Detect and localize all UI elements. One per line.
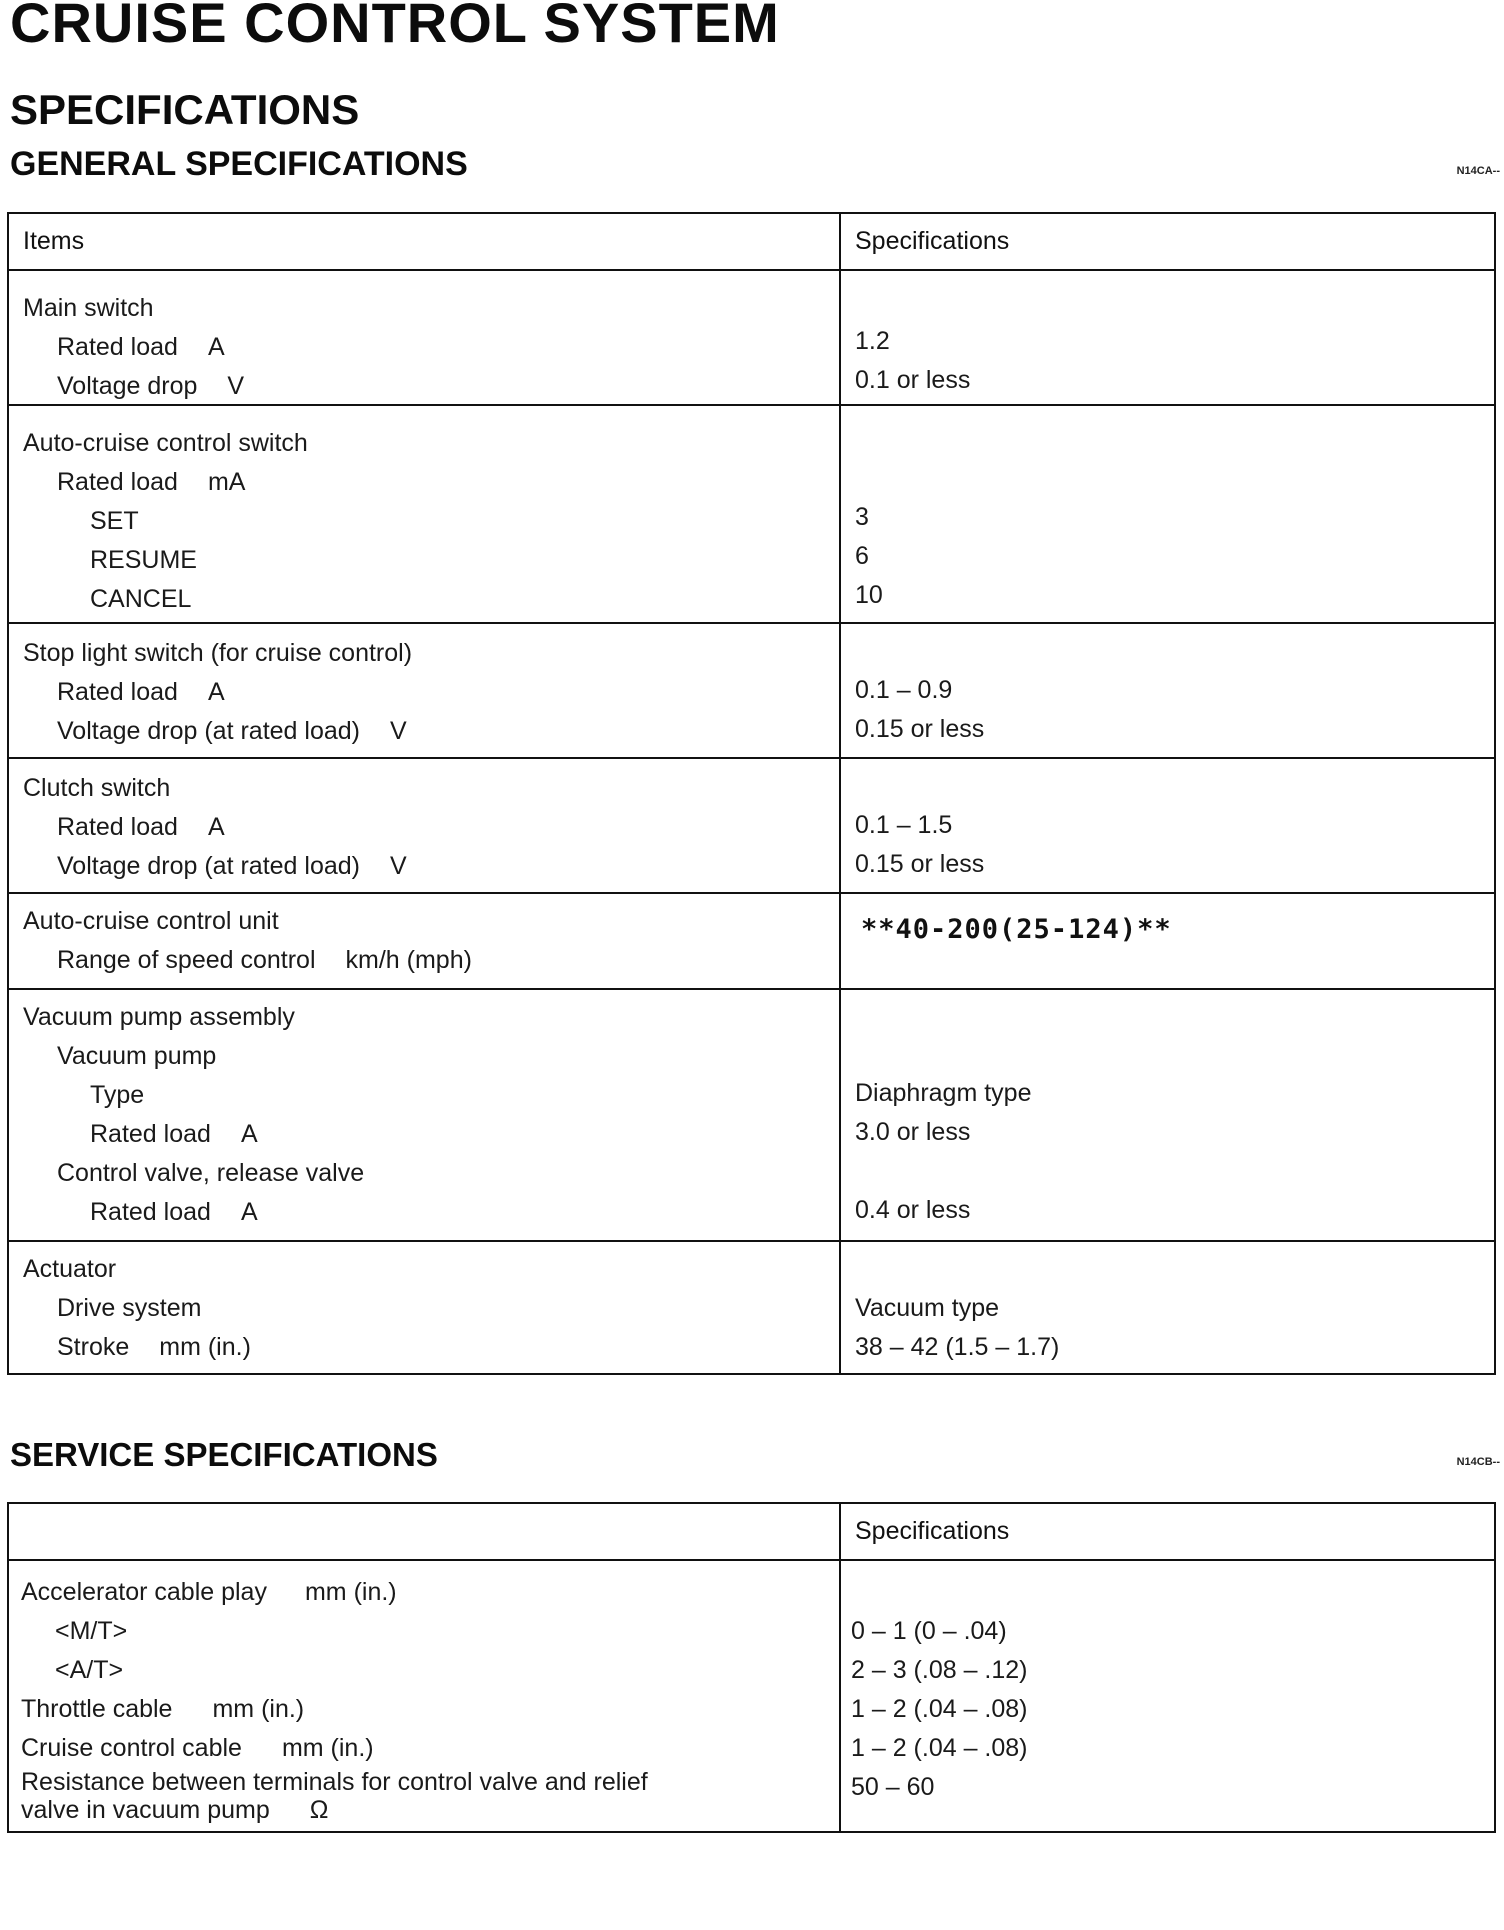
spec-value: 38 – 42 (1.5 – 1.7) [855, 1333, 1060, 1361]
spec-value: 1 – 2 (.04 – .08) [851, 1734, 1028, 1762]
group-name: Main switch [23, 294, 154, 322]
row-label: Range of speed control km/h (mph) [57, 946, 472, 974]
spec-group-actuator [9, 1240, 1494, 1373]
spec-value: 0.15 or less [855, 715, 985, 743]
general-specs-table [7, 212, 1496, 1375]
table-header-row [9, 1504, 1494, 1559]
row-label-cruise-control-cable: Cruise control cable mm (in.) [21, 1734, 374, 1762]
row-label: Rated load A [57, 678, 225, 706]
service-specs-heading: SERVICE SPECIFICATIONS [10, 1436, 438, 1473]
spec-value-speed-range: **40-200(25-124)** [861, 914, 1172, 945]
row-label: Rated load mA [57, 468, 246, 496]
spec-value: 0.1 – 1.5 [855, 811, 953, 839]
row-label: Rated load A [90, 1120, 258, 1148]
table-header-row [9, 214, 1494, 269]
row-label: <M/T> [55, 1617, 128, 1645]
spec-value-blank [855, 1152, 1494, 1191]
row-label: CANCEL [90, 585, 192, 613]
row-label: Voltage drop V [57, 372, 245, 400]
group-name: Stop light switch (for cruise control) [23, 639, 413, 667]
general-specs-heading: GENERAL SPECIFICATIONS [10, 145, 468, 183]
section-subtitle: SPECIFICATIONS [10, 86, 360, 133]
header-items: Items [9, 214, 841, 269]
row-label: Stroke mm (in.) [57, 1333, 251, 1361]
general-specs-code: N14CA-- [1456, 165, 1500, 177]
row-label: <A/T> [55, 1656, 124, 1684]
spec-group-main-switch [9, 269, 1494, 404]
row-label: Drive system [57, 1294, 202, 1322]
row-label: RESUME [90, 546, 197, 574]
row-label: Voltage drop (at rated load) V [57, 852, 407, 880]
group-name: Actuator [23, 1255, 117, 1283]
row-label: Type [90, 1081, 145, 1109]
spec-value: 6 [855, 542, 869, 570]
spec-value: 1 – 2 (.04 – .08) [851, 1695, 1028, 1723]
spec-group-auto-cruise-unit [9, 892, 1494, 988]
row-label: Rated load A [57, 813, 225, 841]
spec-value: 0.15 or less [855, 850, 985, 878]
spec-value: 50 – 60 [851, 1773, 935, 1801]
service-specs-code: N14CB-- [1456, 1456, 1500, 1468]
row-label: Voltage drop (at rated load) V [57, 717, 407, 745]
spec-value: 0 – 1 (0 – .04) [851, 1617, 1007, 1645]
row-label-throttle-cable: Throttle cable mm (in.) [21, 1695, 305, 1723]
row-label: SET [90, 507, 139, 535]
header-items-blank [9, 1504, 841, 1559]
subgroup-name: Vacuum pump [57, 1042, 217, 1070]
spec-group-auto-cruise-switch [9, 404, 1494, 622]
subgroup-name: Control valve, release valve [57, 1159, 365, 1187]
service-specs-table [7, 1502, 1496, 1833]
spec-value: Vacuum type [855, 1294, 1000, 1322]
group-name: Auto-cruise control switch [23, 429, 308, 457]
row-label: Rated load A [90, 1198, 258, 1226]
spec-value: 3 [855, 503, 869, 531]
header-specs: Specifications [855, 1517, 1010, 1545]
row-label-accelerator-cable: Accelerator cable play mm (in.) [21, 1578, 397, 1606]
row-label: Rated load A [57, 333, 225, 361]
spec-value: Diaphragm type [855, 1079, 1032, 1107]
spec-value: 0.4 or less [855, 1196, 971, 1224]
page-title: CRUISE CONTROL SYSTEM [10, 0, 780, 54]
group-name: Auto-cruise control unit [23, 907, 279, 935]
spec-group-stop-light-switch [9, 622, 1494, 757]
service-specs-body [9, 1559, 1494, 1831]
spec-value: 1.2 [855, 327, 890, 355]
spec-group-vacuum-pump [9, 988, 1494, 1240]
group-name: Vacuum pump assembly [23, 1003, 295, 1031]
header-specs: Specifications [855, 227, 1010, 255]
spec-value: 0.1 or less [855, 366, 971, 394]
group-name: Clutch switch [23, 774, 171, 802]
spec-value: 2 – 3 (.08 – .12) [851, 1656, 1028, 1684]
spec-value: 10 [855, 581, 883, 609]
row-label-resistance-cont: valve in vacuum pump Ω [21, 1796, 329, 1824]
spec-group-clutch-switch [9, 757, 1494, 892]
row-label-resistance: Resistance between terminals for control valve and relief [21, 1768, 648, 1796]
spec-value: 3.0 or less [855, 1118, 971, 1146]
spec-value: 0.1 – 0.9 [855, 676, 953, 704]
